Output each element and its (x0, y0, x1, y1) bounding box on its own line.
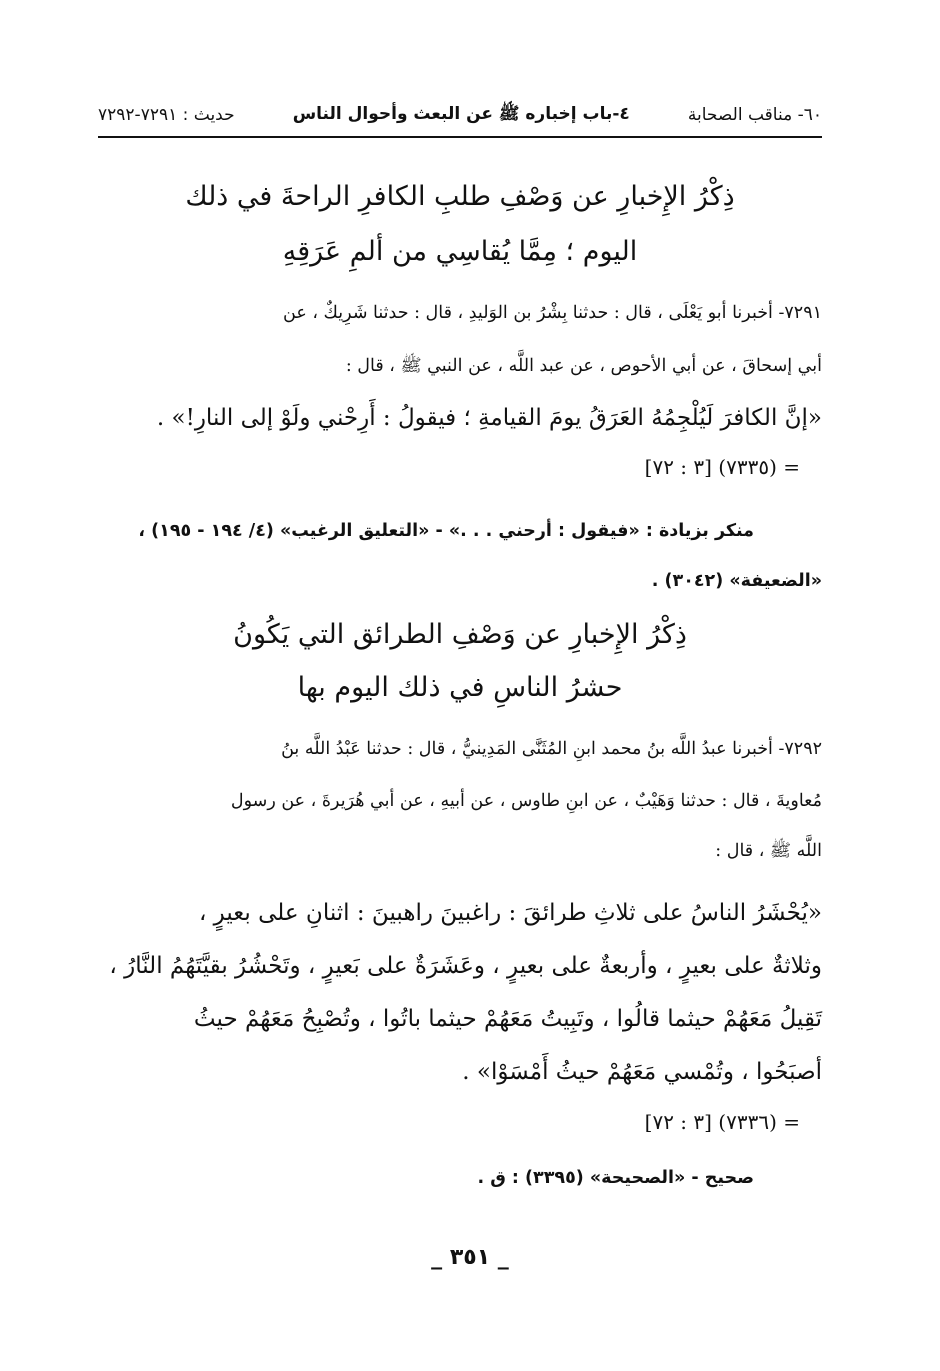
running-header (98, 98, 822, 132)
section1-title-line2: اليوم ؛ مِمَّا يُقاسِي من ألمِ عَرَقِهِ (282, 236, 638, 267)
header-section: ٤-باب إخباره ﷺ عن البعث وأحوال الناس (292, 103, 630, 124)
hadith-7292-grade: صحيح - «الصحيحة» (٣٣٩٥) : ق . (477, 1168, 754, 1188)
header-hadith-range: حديث : ٧٢٩١-٧٢٩٢ (98, 105, 235, 125)
hadith-7291-isnad-line2: أبي إسحاقَ ، عن أبي الأحوص ، عن عبد اللَّه ، عن النبي ﷺ ، قال : (345, 356, 822, 376)
hadith-7291-matn: «إنَّ الكافرَ لَيُلْجِمُهُ العَرَقُ يومَ القيامةِ ؛ فيقولُ : أَرِحْني ولَوْ إلى النارِ!» . (156, 405, 822, 431)
hadith-7292-matn-line2: وثلاثةٌ على بعيرٍ ، وأربعةٌ على بعيرٍ ، وعَشَرَةٌ على بَعيرٍ ، وتَحْشُرُ بقيَّتَهُمُ النَّارُ ، (109, 953, 822, 979)
section1-title-line1: ذِكْرُ الإِخبارِ عن وَصْفِ طلبِ الكافرِ الراحةَ في ذلك (185, 181, 735, 212)
header-divider (98, 136, 822, 138)
hadith-7292-reference: = (٧٣٣٦) [٣ : ٧٢] (644, 1110, 800, 1134)
section2-title-line1: ذِكْرُ الإِخبارِ عن وَصْفِ الطرائق التي يَكُونُ (233, 619, 687, 650)
hadith-7292-isnad-line2: مُعاويةَ ، قال : حدثنا وَهَيْبٌ ، عن ابنِ طاوس ، عن أبيهِ ، عن أبي هُرَيرةَ ، عن رسول (230, 791, 822, 811)
page-number: _ ٣٥١ _ (431, 1245, 509, 1270)
hadith-7292-matn-line4: أصبَحُوا ، وتُمْسي مَعَهُمْ حيثُ أَمْسَوْا» . (462, 1059, 822, 1085)
header-chapter: ٦٠- مناقب الصحابة (687, 105, 822, 125)
hadith-7291-grade-line1: منكر بزيادة : «فيقول : أرحني . . .» - «التعليق الرغيب» (٤/ ١٩٤ - ١٩٥) ، (138, 521, 754, 541)
hadith-7292-isnad-line3: اللَّه ﷺ ، قال : (715, 841, 822, 861)
hadith-7291-isnad-line1: ٧٢٩١- أخبرنا أبو يَعْلَى ، قال : حدثنا بِشْرُ بن الوَليدِ ، قال : حدثنا شَرِيكٌ ، عن (283, 303, 822, 323)
hadith-7291-reference: = (٧٣٣٥) [٣ : ٧٢] (644, 455, 800, 479)
hadith-7292-isnad-line1: ٧٢٩٢- أخبرنا عبدُ اللَّه بنُ محمد ابنِ المُثَنَّى المَدِينيُّ ، قال : حدثنا عَبْدُ اللَّه بنُ (281, 739, 822, 759)
hadith-7291-grade-line2: «الضعيفة» (٣٠٤٢) . (651, 571, 822, 591)
hadith-7292-matn-line3: تَقِيلُ مَعَهُمْ حيثما قالُوا ، وتَبِيتُ مَعَهُمْ حيثما باتُوا ، وتُصْبِحُ مَعَهُمْ حيثُ (193, 1006, 822, 1032)
hadith-7292-matn-line1: «يُحْشَرُ الناسُ على ثلاثِ طرائقَ : راغبينَ راهبينَ : اثنانِ على بعيرٍ ، (198, 900, 822, 926)
section2-title-line2: حشرُ الناسِ في ذلك اليوم بها (297, 672, 623, 703)
